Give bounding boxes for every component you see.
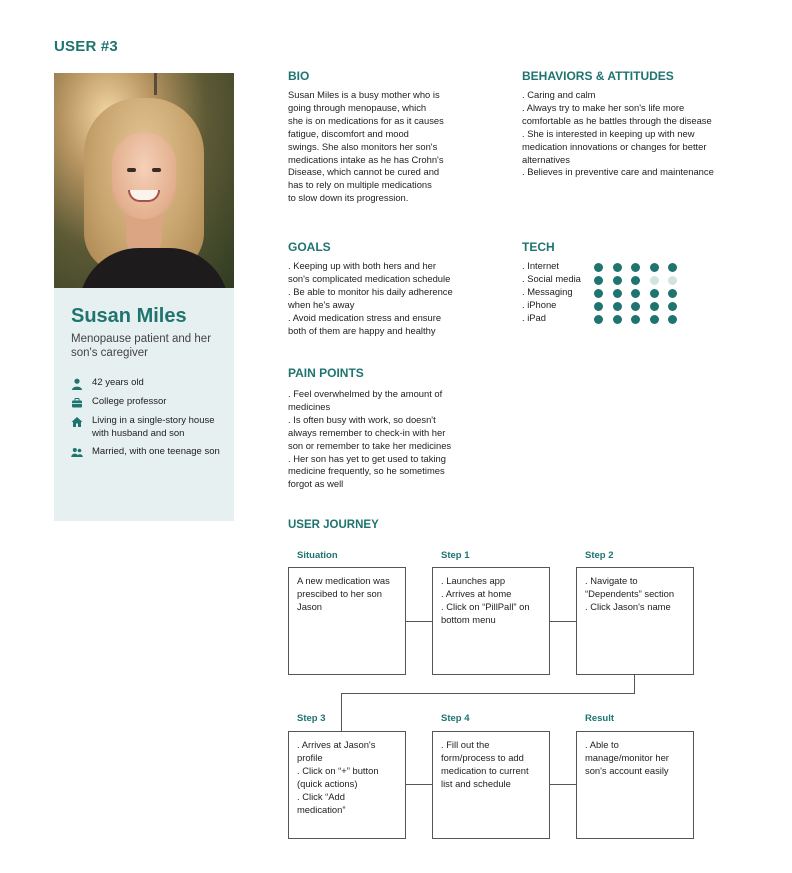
connector — [405, 621, 432, 622]
rating-dot-filled — [613, 302, 622, 311]
text-line: prescibed to her son — [297, 587, 382, 599]
text-line: . Avoid medication stress and ensure — [288, 311, 442, 323]
rating-dot-filled — [631, 302, 640, 311]
text-line: . Fill out the — [441, 739, 490, 750]
rating-dot-filled — [594, 276, 603, 285]
persona-role: Menopause patient and her son's caregiver — [71, 333, 212, 359]
text-line: . Click Jason's name — [585, 600, 671, 612]
text-line: . Navigate to — [585, 575, 638, 586]
tech-rating-row — [594, 274, 687, 287]
fact-text: Married, with one teenage son — [92, 446, 220, 457]
fact-occupation — [71, 396, 231, 409]
tech-rating-row — [594, 287, 687, 300]
text-line: medication to current — [441, 764, 529, 776]
text-line: to slow down its progression. — [288, 192, 409, 204]
fact-text: Living in a single-story house with husband and son — [92, 415, 215, 439]
profile-card — [54, 288, 234, 521]
text-line: medication innovations or changes for better — [522, 140, 707, 152]
journey-label-situation: Situation — [297, 550, 338, 561]
text-line: when he's away — [288, 298, 355, 310]
text-line: . Arrives at home — [441, 587, 512, 599]
tech-list — [522, 260, 581, 325]
journey-label-step3: Step 3 — [297, 713, 326, 724]
text-line: going through menopause, which — [288, 101, 427, 113]
text-line: son's account easily — [585, 764, 669, 776]
text-line: comfortable as he battles through the disease — [522, 114, 712, 126]
connector — [405, 784, 432, 785]
rating-dot-filled — [650, 315, 659, 324]
tech-title: TECH — [522, 240, 555, 254]
rating-dot-filled — [594, 263, 603, 272]
text-line: . Be able to monitor his daily adherence — [288, 285, 453, 297]
text-line: “Dependents” section — [585, 587, 675, 599]
text-line: forgot as well — [288, 478, 344, 490]
tech-item: . iPad — [522, 311, 546, 323]
text-line: swings. She also monitors her son's — [288, 140, 438, 152]
fact-home — [71, 415, 231, 440]
text-line: profile — [297, 751, 323, 763]
pain-points-title: PAIN POINTS — [288, 366, 364, 380]
journey-box-step1 — [432, 567, 550, 675]
rating-dot-filled — [668, 289, 677, 298]
rating-dot-filled — [613, 289, 622, 298]
text-line: son's complicated medication schedule — [288, 272, 451, 284]
rating-dot-filled — [631, 289, 640, 298]
text-line: medications intake as he has Crohn's — [288, 153, 444, 165]
text-line: . Able to — [585, 739, 619, 750]
goals-title: GOALS — [288, 240, 331, 254]
text-line: Susan Miles is a busy mother who is — [288, 89, 440, 100]
text-line: A new medication was — [297, 575, 390, 586]
text-line: medicines — [288, 400, 331, 412]
tech-item: . Internet — [522, 260, 560, 271]
behaviors-text — [522, 89, 714, 179]
rating-dot-empty — [668, 276, 677, 285]
text-line: bottom menu — [441, 613, 496, 625]
tech-item: . iPhone — [522, 298, 557, 310]
rating-dot-filled — [650, 289, 659, 298]
text-line: . Click on “+” button — [297, 764, 379, 776]
journey-box-situation — [288, 567, 406, 675]
rating-dot-filled — [668, 315, 677, 324]
text-line: . Believes in preventive care and maintenance — [522, 166, 714, 178]
text-line: . Always try to make her son's life more — [522, 101, 685, 113]
tech-item: . Messaging — [522, 285, 573, 297]
profile-photo — [54, 73, 234, 288]
text-line: list and schedule — [441, 777, 511, 789]
journey-label-step4: Step 4 — [441, 713, 470, 724]
connector — [549, 784, 576, 785]
text-line: manage/monitor her — [585, 751, 669, 763]
connector — [634, 675, 635, 693]
rating-dot-filled — [650, 302, 659, 311]
rating-dot-filled — [594, 302, 603, 311]
journey-box-step3 — [288, 731, 406, 839]
text-line: has to rely on multiple medications — [288, 179, 432, 191]
text-line: . Keeping up with both hers and her — [288, 260, 437, 271]
text-line: . She is interested in keeping up with new — [522, 127, 695, 139]
tech-item: . Social media — [522, 272, 581, 284]
text-line: . Click on “PillPall” on — [441, 600, 530, 612]
person-icon — [71, 378, 83, 390]
text-line: form/process to add — [441, 751, 524, 763]
rating-dot-filled — [613, 315, 622, 324]
tech-rating-row — [594, 300, 687, 313]
bio-text — [288, 89, 444, 205]
user-tag: USER #3 — [54, 38, 118, 55]
text-line: . Arrives at Jason's — [297, 739, 376, 750]
persona-name: Susan Miles — [71, 305, 187, 327]
rating-dot-filled — [650, 263, 659, 272]
journey-title: USER JOURNEY — [288, 519, 379, 531]
text-line: medication” — [297, 803, 346, 815]
text-line: . Feel overwhelmed by the amount of — [288, 388, 443, 399]
connector — [341, 693, 635, 694]
text-line: . Is often busy with work, so doesn't — [288, 413, 436, 425]
pain-points-text — [288, 388, 451, 491]
tech-rating-row — [594, 313, 687, 326]
rating-dot-filled — [631, 263, 640, 272]
text-line: both of them are happy and healthy — [288, 324, 436, 336]
rating-dot-filled — [631, 315, 640, 324]
text-line: (quick actions) — [297, 777, 358, 789]
bio-title: BIO — [288, 69, 310, 83]
fact-text: 42 years old — [92, 377, 144, 388]
journey-label-step1: Step 1 — [441, 550, 470, 561]
tech-rating-dots — [594, 261, 687, 325]
connector — [341, 693, 342, 731]
text-line: fatigue, discomfort and mood — [288, 127, 409, 139]
text-line: always remember to check-in with her — [288, 426, 446, 438]
text-line: son or remember to take her medicines — [288, 439, 452, 451]
rating-dot-filled — [613, 276, 622, 285]
text-line: Disease, which cannot be cured and — [288, 166, 440, 178]
journey-box-result — [576, 731, 694, 839]
journey-box-step4 — [432, 731, 550, 839]
text-line: Jason — [297, 600, 323, 612]
text-line: . Caring and calm — [522, 89, 596, 100]
text-line: alternatives — [522, 153, 570, 165]
journey-label-result: Result — [585, 713, 615, 724]
text-line: . Launches app — [441, 575, 506, 586]
fact-family — [71, 446, 231, 459]
home-icon — [71, 416, 83, 428]
text-line: medicine frequently, so he sometimes — [288, 465, 445, 477]
behaviors-title: BEHAVIORS & ATTITUDES — [522, 69, 674, 83]
text-line: . Her son has yet to get used to taking — [288, 452, 446, 464]
journey-label-step2: Step 2 — [585, 550, 614, 561]
rating-dot-filled — [631, 276, 640, 285]
rating-dot-filled — [613, 263, 622, 272]
fact-text: College professor — [92, 396, 167, 407]
rating-dot-filled — [594, 289, 603, 298]
rating-dot-filled — [594, 315, 603, 324]
text-line: she is on medications for as it causes — [288, 114, 444, 126]
tech-rating-row — [594, 261, 687, 274]
persona-facts — [71, 377, 231, 465]
text-line: . Click “Add — [297, 790, 345, 802]
journey-box-step2 — [576, 567, 694, 675]
connector — [549, 621, 576, 622]
briefcase-icon — [71, 397, 83, 409]
rating-dot-filled — [668, 263, 677, 272]
fact-age — [71, 377, 231, 390]
rating-dot-filled — [668, 302, 677, 311]
goals-text — [288, 260, 453, 337]
rating-dot-empty — [650, 276, 659, 285]
family-icon — [71, 447, 83, 459]
